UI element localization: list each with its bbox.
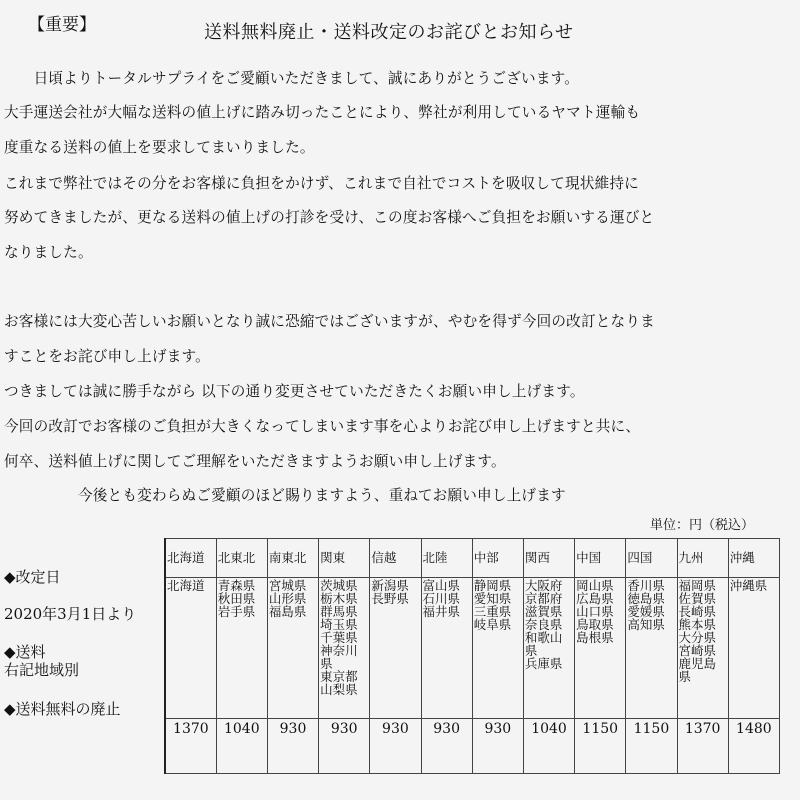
- unit-note: 単位：円（税込）: [650, 518, 755, 533]
- prefecture-cell: 福岡県 佐賀県 長崎県 熊本県 大分県 宮崎県 鹿児島 県: [677, 577, 728, 718]
- body-line: 度重なる送料の値上を要求してまいりました。: [4, 139, 315, 156]
- prefecture-cell: 北海道: [165, 577, 216, 718]
- region-header: 北陸: [421, 539, 472, 578]
- region-header: 関西: [523, 539, 574, 578]
- prefecture-cell: 静岡県 愛知県 三重県 岐阜県: [472, 577, 523, 718]
- price-cell: 930: [267, 718, 318, 773]
- region-header: 四国: [626, 539, 677, 578]
- prefecture-row: [165, 577, 780, 718]
- price-cell: 1370: [165, 718, 216, 773]
- price-cell: 1150: [626, 718, 677, 773]
- price-row: [165, 718, 780, 773]
- shipping-value: 右記地域別: [4, 661, 80, 679]
- prefecture-cell: 富山県 石川県 福井県: [421, 577, 472, 718]
- body-line: 日頃よりトータルサプライをご愛顧いただきまして、誠にありがとうございます。: [4, 70, 580, 87]
- body-line: お客様には大変心苦しいお願いとなり誠に恐縮ではございますが、やむを得ず今回の改訂となりま: [4, 313, 655, 330]
- region-header: 中国: [575, 539, 626, 578]
- change-date-value: 2020年3月1日より: [4, 605, 137, 623]
- region-header: 中部: [472, 539, 523, 578]
- body-line: 何卒、送料値上げに関してご理解をいただきますようお願い申し上げます。: [4, 453, 506, 470]
- body-line: つきましては誠に勝手ながら 以下の通り変更させていただきたくお願い申し上げます。: [4, 383, 585, 400]
- region-header: 南東北: [267, 539, 318, 578]
- price-cell: 930: [421, 718, 472, 773]
- price-cell: 1370: [677, 718, 728, 773]
- region-header: 信越: [370, 539, 421, 578]
- body-line: すことをお詫び申し上げます。: [4, 348, 210, 365]
- region-header: 沖縄: [728, 539, 779, 578]
- price-cell: 1480: [728, 718, 779, 773]
- price-cell: 1150: [575, 718, 626, 773]
- region-header: 九州: [677, 539, 728, 578]
- body-line: 今回の改訂でお客様のご負担が大きくなってしまいます事を心よりお詫び申し上げますと共に、: [4, 418, 641, 435]
- price-cell: 930: [370, 718, 421, 773]
- prefecture-cell: 青森県 秋田県 岩手県: [216, 577, 267, 718]
- price-cell: 1040: [216, 718, 267, 773]
- body-line: これまで弊社ではその分をお客様に負担をかけず、これまで自社でコストを吸収して現状維持に: [4, 175, 639, 192]
- prefecture-cell: 大阪府 京都府 滋賀県 奈良県 和歌山 県 兵庫県: [523, 577, 574, 718]
- body-line: 努めてきましたが、更なる送料の値上げの打診を受け、この度お客様へご負担をお願いする運びと: [4, 209, 655, 226]
- prefecture-cell: 宮城県 山形県 福島県: [267, 577, 318, 718]
- body-line: 今後とも変わらぬご愛顧のほど賜りますよう、重ねてお願い申し上げます: [4, 487, 566, 504]
- region-header-row: [165, 539, 780, 578]
- shipping-label: ◆送料: [4, 643, 46, 661]
- region-header: 北東北: [216, 539, 267, 578]
- region-header: 北海道: [165, 539, 216, 578]
- prefecture-cell: 岡山県 広島県 山口県 鳥取県 島根県: [575, 577, 626, 718]
- notice-title: 送料無料廃止・送料改定のお詫びとお知らせ: [204, 22, 574, 43]
- important-tag: 【重要】: [28, 15, 96, 35]
- price-cell: 930: [472, 718, 523, 773]
- shipping-rate-table: [164, 538, 780, 774]
- prefecture-cell: 香川県 徳島県 愛媛県 高知県: [626, 577, 677, 718]
- price-cell: 930: [319, 718, 370, 773]
- prefecture-cell: 茨城県 栃木県 群馬県 埼玉県 千葉県 神奈川 県 東京都 山梨県: [319, 577, 370, 718]
- change-date-label: ◆改定日: [4, 568, 61, 586]
- abolish-free-shipping: ◆送料無料の廃止: [4, 700, 121, 718]
- region-header: 関東: [319, 539, 370, 578]
- body-line: なりました。: [4, 244, 93, 261]
- prefecture-cell: 沖縄県: [728, 577, 779, 718]
- body-line: 大手運送会社が大幅な送料の値上げに踏み切ったことにより、弊社が利用しているヤマト運輸も: [4, 104, 641, 121]
- price-cell: 1040: [523, 718, 574, 773]
- prefecture-cell: 新潟県 長野県: [370, 577, 421, 718]
